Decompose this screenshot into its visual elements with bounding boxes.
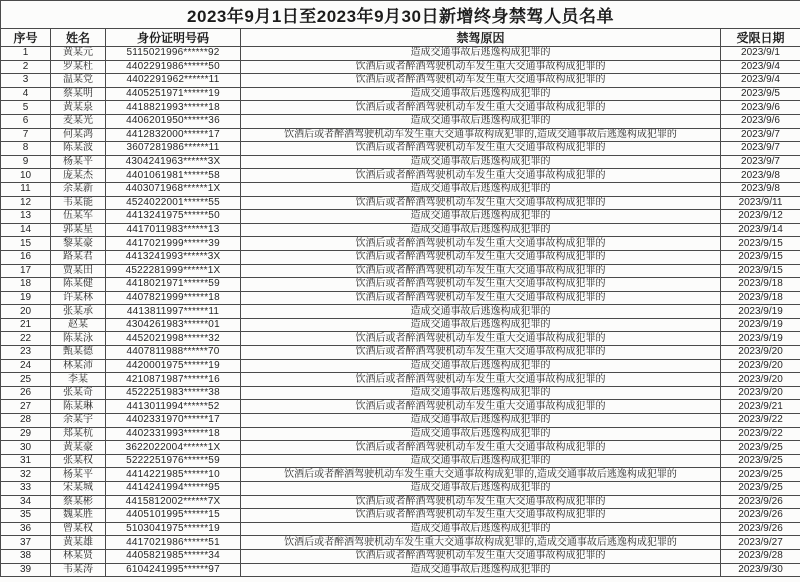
- cell-date: 2023/9/7: [721, 155, 800, 169]
- cell-id_number: 4417021986******51: [106, 536, 241, 550]
- cell-name: 黄某泉: [51, 101, 106, 115]
- cell-id_number: 4402291986******50: [106, 60, 241, 74]
- table-row: [1, 427, 800, 441]
- cell-id_number: 4402331993******18: [106, 427, 241, 441]
- table-row: [1, 169, 800, 183]
- cell-date: 2023/9/19: [721, 305, 800, 319]
- cell-reason: 饮酒后或者醉酒驾驶机动车发生重大交通事故构成犯罪的: [241, 142, 721, 156]
- cell-id_number: 4304261983******01: [106, 318, 241, 332]
- cell-id_number: 4412832000******17: [106, 128, 241, 142]
- column-header-reason: 禁驾原因: [241, 29, 721, 47]
- cell-date: 2023/9/26: [721, 509, 800, 523]
- cell-name: 黄某豪: [51, 441, 106, 455]
- cell-id_number: 4414221985******10: [106, 468, 241, 482]
- cell-name: 郭某星: [51, 223, 106, 237]
- table-row: [1, 87, 800, 101]
- cell-date: 2023/9/11: [721, 196, 800, 210]
- cell-date: 2023/9/12: [721, 210, 800, 224]
- cell-reason: 造成交通事故后逃逸构成犯罪的: [241, 114, 721, 128]
- cell-reason: 造成交通事故后逃逸构成犯罪的: [241, 223, 721, 237]
- cell-reason: 饮酒后或者醉酒驾驶机动车发生重大交通事故构成犯罪的: [241, 74, 721, 88]
- cell-name: 黄某元: [51, 47, 106, 61]
- cell-date: 2023/9/14: [721, 223, 800, 237]
- cell-date: 2023/9/25: [721, 468, 800, 482]
- cell-reason: 饮酒后或者醉酒驾驶机动车发生重大交通事故构成犯罪的: [241, 549, 721, 563]
- cell-reason: 饮酒后或者醉酒驾驶机动车发生重大交通事故构成犯罪的: [241, 509, 721, 523]
- cell-id_number: 4418021971******59: [106, 278, 241, 292]
- cell-no: 35: [1, 509, 51, 523]
- cell-name: 蔡某彬: [51, 495, 106, 509]
- cell-no: 26: [1, 386, 51, 400]
- cell-id_number: 4401061981******58: [106, 169, 241, 183]
- table-row: [1, 400, 800, 414]
- cell-no: 22: [1, 332, 51, 346]
- cell-id_number: 4417021999******39: [106, 237, 241, 251]
- cell-reason: 造成交通事故后逃逸构成犯罪的: [241, 182, 721, 196]
- cell-id_number: 4524022001******55: [106, 196, 241, 210]
- cell-date: 2023/9/22: [721, 414, 800, 428]
- cell-reason: 饮酒后或者醉酒驾驶机动车发生重大交通事故构成犯罪的,造成交通事故后逃逸构成犯罪的: [241, 128, 721, 142]
- table-row: [1, 60, 800, 74]
- cell-id_number: 4415812002******7X: [106, 495, 241, 509]
- cell-date: 2023/9/6: [721, 101, 800, 115]
- cell-no: 13: [1, 210, 51, 224]
- cell-reason: 饮酒后或者醉酒驾驶机动车发生重大交通事故构成犯罪的: [241, 400, 721, 414]
- cell-no: 24: [1, 359, 51, 373]
- cell-id_number: 5103041975******19: [106, 522, 241, 536]
- cell-reason: 造成交通事故后逃逸构成犯罪的: [241, 155, 721, 169]
- cell-id_number: 4413241975******50: [106, 210, 241, 224]
- cell-name: 陈某波: [51, 142, 106, 156]
- cell-name: 张某奇: [51, 386, 106, 400]
- cell-date: 2023/9/5: [721, 87, 800, 101]
- cell-date: 2023/9/20: [721, 346, 800, 360]
- cell-no: 5: [1, 101, 51, 115]
- cell-date: 2023/9/4: [721, 60, 800, 74]
- cell-name: 余某新: [51, 182, 106, 196]
- cell-name: 麦某光: [51, 114, 106, 128]
- cell-no: 12: [1, 196, 51, 210]
- cell-name: 陈某泳: [51, 332, 106, 346]
- cell-name: 林某贤: [51, 549, 106, 563]
- table-row: [1, 291, 800, 305]
- table-row: [1, 563, 800, 577]
- cell-id_number: 4413811997******11: [106, 305, 241, 319]
- table-row: [1, 264, 800, 278]
- table-row: [1, 509, 800, 523]
- cell-reason: 饮酒后或者醉酒驾驶机动车发生重大交通事故构成犯罪的,造成交通事故后逃逸构成犯罪的: [241, 468, 721, 482]
- cell-no: 10: [1, 169, 51, 183]
- table-row: [1, 101, 800, 115]
- cell-reason: 造成交通事故后逃逸构成犯罪的: [241, 563, 721, 577]
- column-header-name: 姓名: [51, 29, 106, 47]
- cell-id_number: 4407821999******18: [106, 291, 241, 305]
- table-row: [1, 250, 800, 264]
- table-row: [1, 414, 800, 428]
- cell-date: 2023/9/19: [721, 318, 800, 332]
- cell-reason: 造成交通事故后逃逸构成犯罪的: [241, 305, 721, 319]
- cell-date: 2023/9/28: [721, 549, 800, 563]
- cell-reason: 饮酒后或者醉酒驾驶机动车发生重大交通事故构成犯罪的: [241, 60, 721, 74]
- table-row: [1, 359, 800, 373]
- cell-date: 2023/9/25: [721, 454, 800, 468]
- cell-name: 何某鸿: [51, 128, 106, 142]
- cell-date: 2023/9/25: [721, 482, 800, 496]
- cell-reason: 饮酒后或者醉酒驾驶机动车发生重大交通事故构成犯罪的: [241, 441, 721, 455]
- cell-name: 黄某雄: [51, 536, 106, 550]
- cell-date: 2023/9/26: [721, 522, 800, 536]
- cell-reason: 饮酒后或者醉酒驾驶机动车发生重大交通事故构成犯罪的: [241, 264, 721, 278]
- cell-reason: 饮酒后或者醉酒驾驶机动车发生重大交通事故构成犯罪的: [241, 495, 721, 509]
- cell-reason: 造成交通事故后逃逸构成犯罪的: [241, 454, 721, 468]
- cell-name: 陈某健: [51, 278, 106, 292]
- cell-reason: 造成交通事故后逃逸构成犯罪的: [241, 427, 721, 441]
- table-row: [1, 468, 800, 482]
- cell-name: 张某承: [51, 305, 106, 319]
- cell-reason: 饮酒后或者醉酒驾驶机动车发生重大交通事故构成犯罪的: [241, 332, 721, 346]
- cell-id_number: 3607281986******11: [106, 142, 241, 156]
- cell-reason: 造成交通事故后逃逸构成犯罪的: [241, 318, 721, 332]
- cell-name: 甄某德: [51, 346, 106, 360]
- cell-reason: 饮酒后或者醉酒驾驶机动车发生重大交通事故构成犯罪的: [241, 237, 721, 251]
- cell-id_number: 4210871987******16: [106, 373, 241, 387]
- table-row: [1, 346, 800, 360]
- table-row: [1, 182, 800, 196]
- table-row: [1, 305, 800, 319]
- cell-name: 伍某军: [51, 210, 106, 224]
- cell-reason: 造成交通事故后逃逸构成犯罪的: [241, 386, 721, 400]
- table-row: [1, 332, 800, 346]
- cell-id_number: 4405251971******19: [106, 87, 241, 101]
- cell-id_number: 4402291962******11: [106, 74, 241, 88]
- records-body: [1, 47, 800, 577]
- cell-id_number: 4403071968******1X: [106, 182, 241, 196]
- cell-no: 15: [1, 237, 51, 251]
- table-row: [1, 47, 800, 61]
- cell-no: 33: [1, 482, 51, 496]
- cell-no: 18: [1, 278, 51, 292]
- table-row: [1, 128, 800, 142]
- cell-no: 9: [1, 155, 51, 169]
- cell-no: 2: [1, 60, 51, 74]
- table-row: [1, 196, 800, 210]
- cell-name: 许某林: [51, 291, 106, 305]
- cell-name: 赵某: [51, 318, 106, 332]
- cell-name: 杨某平: [51, 468, 106, 482]
- cell-date: 2023/9/22: [721, 427, 800, 441]
- cell-id_number: 4414241994******95: [106, 482, 241, 496]
- cell-date: 2023/9/1: [721, 47, 800, 61]
- cell-date: 2023/9/20: [721, 386, 800, 400]
- page-title: 2023年9月1日至2023年9月30日新增终身禁驾人员名单: [1, 1, 800, 29]
- cell-no: 39: [1, 563, 51, 577]
- column-header-date: 受限日期: [721, 29, 800, 47]
- cell-id_number: 4420001975******19: [106, 359, 241, 373]
- cell-date: 2023/9/15: [721, 250, 800, 264]
- cell-date: 2023/9/15: [721, 237, 800, 251]
- cell-id_number: 3622022004******1X: [106, 441, 241, 455]
- cell-id_number: 4413241993******3X: [106, 250, 241, 264]
- table-row: [1, 74, 800, 88]
- cell-reason: 饮酒后或者醉酒驾驶机动车发生重大交通事故构成犯罪的: [241, 278, 721, 292]
- cell-date: 2023/9/30: [721, 563, 800, 577]
- cell-no: 19: [1, 291, 51, 305]
- cell-reason: 饮酒后或者醉酒驾驶机动车发生重大交通事故构成犯罪的: [241, 373, 721, 387]
- cell-date: 2023/9/21: [721, 400, 800, 414]
- cell-name: 黎某豪: [51, 237, 106, 251]
- cell-id_number: 5222251976******59: [106, 454, 241, 468]
- table-row: [1, 522, 800, 536]
- header-row: [1, 29, 800, 47]
- cell-reason: 造成交通事故后逃逸构成犯罪的: [241, 482, 721, 496]
- table-row: [1, 495, 800, 509]
- cell-name: 魏某胜: [51, 509, 106, 523]
- cell-no: 14: [1, 223, 51, 237]
- cell-no: 20: [1, 305, 51, 319]
- cell-no: 6: [1, 114, 51, 128]
- cell-date: 2023/9/18: [721, 291, 800, 305]
- table-row: [1, 142, 800, 156]
- cell-reason: 饮酒后或者醉酒驾驶机动车发生重大交通事故构成犯罪的: [241, 196, 721, 210]
- table-row: [1, 549, 800, 563]
- cell-date: 2023/9/20: [721, 373, 800, 387]
- table-row: [1, 210, 800, 224]
- cell-reason: 饮酒后或者醉酒驾驶机动车发生重大交通事故构成犯罪的: [241, 169, 721, 183]
- cell-name: 蔡某明: [51, 87, 106, 101]
- table-row: [1, 373, 800, 387]
- cell-no: 3: [1, 74, 51, 88]
- cell-no: 23: [1, 346, 51, 360]
- title-row: [1, 1, 800, 29]
- cell-date: 2023/9/7: [721, 142, 800, 156]
- cell-no: 11: [1, 182, 51, 196]
- cell-name: 庞某杰: [51, 169, 106, 183]
- cell-reason: 饮酒后或者醉酒驾驶机动车发生重大交通事故构成犯罪的: [241, 291, 721, 305]
- cell-reason: 造成交通事故后逃逸构成犯罪的: [241, 522, 721, 536]
- cell-date: 2023/9/4: [721, 74, 800, 88]
- cell-date: 2023/9/19: [721, 332, 800, 346]
- cell-no: 4: [1, 87, 51, 101]
- cell-reason: 饮酒后或者醉酒驾驶机动车发生重大交通事故构成犯罪的: [241, 101, 721, 115]
- cell-no: 37: [1, 536, 51, 550]
- cell-id_number: 4402331970******17: [106, 414, 241, 428]
- cell-name: 杨某平: [51, 155, 106, 169]
- column-header-id_number: 身份证明号码: [106, 29, 241, 47]
- cell-name: 郑某杭: [51, 427, 106, 441]
- cell-date: 2023/9/7: [721, 128, 800, 142]
- cell-name: 韦某能: [51, 196, 106, 210]
- cell-date: 2023/9/15: [721, 264, 800, 278]
- table-row: [1, 536, 800, 550]
- cell-name: 李某: [51, 373, 106, 387]
- cell-id_number: 5115021996******92: [106, 47, 241, 61]
- cell-reason: 造成交通事故后逃逸构成犯罪的: [241, 47, 721, 61]
- cell-id_number: 4407811988******70: [106, 346, 241, 360]
- cell-name: 韦某涛: [51, 563, 106, 577]
- table-row: [1, 386, 800, 400]
- cell-date: 2023/9/25: [721, 441, 800, 455]
- cell-no: 7: [1, 128, 51, 142]
- cell-reason: 造成交通事故后逃逸构成犯罪的: [241, 359, 721, 373]
- table-row: [1, 454, 800, 468]
- cell-no: 36: [1, 522, 51, 536]
- cell-no: 16: [1, 250, 51, 264]
- cell-reason: 造成交通事故后逃逸构成犯罪的: [241, 414, 721, 428]
- cell-no: 31: [1, 454, 51, 468]
- cell-id_number: 4452021998******32: [106, 332, 241, 346]
- cell-date: 2023/9/18: [721, 278, 800, 292]
- table-row: [1, 278, 800, 292]
- cell-id_number: 4522251983******38: [106, 386, 241, 400]
- table-row: [1, 482, 800, 496]
- cell-no: 29: [1, 427, 51, 441]
- table-row: [1, 237, 800, 251]
- cell-name: 林某沛: [51, 359, 106, 373]
- cell-reason: 造成交通事故后逃逸构成犯罪的: [241, 210, 721, 224]
- cell-no: 1: [1, 47, 51, 61]
- cell-name: 温某党: [51, 74, 106, 88]
- cell-reason: 饮酒后或者醉酒驾驶机动车发生重大交通事故构成犯罪的: [241, 250, 721, 264]
- cell-reason: 饮酒后或者醉酒驾驶机动车发生重大交通事故构成犯罪的: [241, 346, 721, 360]
- cell-id_number: 6104241995******97: [106, 563, 241, 577]
- table-row: [1, 441, 800, 455]
- cell-id_number: 4522281999******1X: [106, 264, 241, 278]
- cell-date: 2023/9/6: [721, 114, 800, 128]
- cell-date: 2023/9/27: [721, 536, 800, 550]
- cell-id_number: 4417011983******13: [106, 223, 241, 237]
- table-row: [1, 318, 800, 332]
- cell-no: 17: [1, 264, 51, 278]
- cell-no: 34: [1, 495, 51, 509]
- cell-no: 32: [1, 468, 51, 482]
- cell-id_number: 4405101995******15: [106, 509, 241, 523]
- cell-name: 宋某城: [51, 482, 106, 496]
- cell-id_number: 4406201950******36: [106, 114, 241, 128]
- table-row: [1, 114, 800, 128]
- cell-date: 2023/9/8: [721, 182, 800, 196]
- cell-reason: 饮酒后或者醉酒驾驶机动车发生重大交通事故构成犯罪的,造成交通事故后逃逸构成犯罪的: [241, 536, 721, 550]
- cell-id_number: 4304241963******3X: [106, 155, 241, 169]
- column-header-no: 序号: [1, 29, 51, 47]
- cell-no: 25: [1, 373, 51, 387]
- cell-name: 贾某田: [51, 264, 106, 278]
- cell-no: 27: [1, 400, 51, 414]
- cell-no: 30: [1, 441, 51, 455]
- cell-reason: 造成交通事故后逃逸构成犯罪的: [241, 87, 721, 101]
- cell-no: 8: [1, 142, 51, 156]
- cell-name: 曾某权: [51, 522, 106, 536]
- table-row: [1, 223, 800, 237]
- cell-no: 21: [1, 318, 51, 332]
- cell-name: 路某君: [51, 250, 106, 264]
- cell-name: 陈某琳: [51, 400, 106, 414]
- cell-date: 2023/9/26: [721, 495, 800, 509]
- cell-id_number: 4405821985******34: [106, 549, 241, 563]
- cell-name: 张某权: [51, 454, 106, 468]
- table-row: [1, 155, 800, 169]
- cell-id_number: 4413011994******52: [106, 400, 241, 414]
- cell-date: 2023/9/20: [721, 359, 800, 373]
- cell-no: 38: [1, 549, 51, 563]
- cell-no: 28: [1, 414, 51, 428]
- cell-name: 罗某杜: [51, 60, 106, 74]
- cell-name: 余某宇: [51, 414, 106, 428]
- cell-id_number: 4418821993******18: [106, 101, 241, 115]
- cell-date: 2023/9/8: [721, 169, 800, 183]
